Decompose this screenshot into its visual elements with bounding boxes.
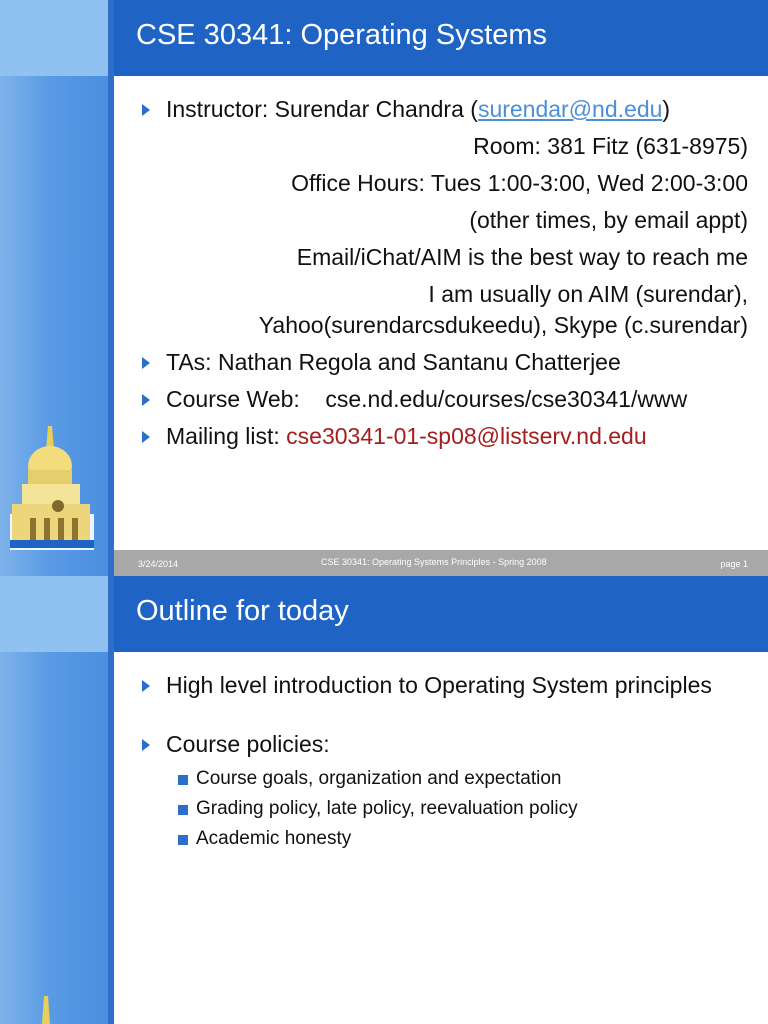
policies-bullet (138, 729, 748, 760)
footer-course: CSE 30341: Operating Systems Principles - Spring 2008 (321, 557, 547, 567)
left-decorative-band (0, 0, 108, 576)
golden-dome-logo-icon (10, 426, 94, 554)
instructor-label: Instructor: Surendar Chandra ( (166, 96, 478, 122)
office-hours-line: Office Hours: Tues 1:00-3:00, Wed 2:00-3:00 (291, 170, 748, 196)
yahoo-skype-line: Yahoo(surendarcsdukeedu), Skype (c.surendar) (258, 312, 748, 338)
sub-bullet-goals (138, 766, 748, 792)
title-bar (114, 0, 768, 76)
room-line: Room: 381 Fitz (631-8975) (473, 133, 748, 159)
footer-date: 3/24/2014 (138, 559, 179, 569)
triangle-bullet-icon (142, 104, 150, 116)
intro-bullet (138, 670, 748, 701)
contact-method-line: Email/iChat/AIM is the best way to reach me (296, 244, 748, 270)
sub-bullet-grading (138, 796, 748, 822)
sub-bullet-text: Course goals, organization and expectation (196, 768, 562, 789)
tas-bullet (138, 347, 748, 378)
mailing-list-label: Mailing list: (166, 423, 287, 449)
band-rule (108, 0, 114, 576)
slide-2 (0, 576, 768, 1024)
dome-spire-icon (36, 996, 56, 1024)
instructor-email-link[interactable]: surendar@nd.edu (477, 96, 663, 122)
left-decorative-band (0, 576, 108, 1024)
course-web-bullet (138, 384, 748, 415)
slide-2-content (138, 670, 748, 856)
slide-footer (114, 550, 768, 576)
sub-bullet-text: Academic honesty (196, 828, 352, 849)
sub-bullet-honesty (138, 826, 748, 852)
aim-line: I am usually on AIM (surendar), (428, 281, 748, 307)
triangle-bullet-icon (142, 739, 150, 751)
triangle-bullet-icon (142, 357, 150, 369)
instructor-suffix: ) (662, 96, 671, 122)
tas-text: TAs: Nathan Regola and Santanu Chatterjee (166, 349, 621, 375)
band-top-block (0, 576, 108, 652)
triangle-bullet-icon (142, 394, 150, 406)
slide-title: CSE 30341: Operating Systems (136, 19, 548, 51)
intro-text: High level introduction to Operating System principles (166, 672, 712, 698)
other-times-line: (other times, by email appt) (469, 207, 748, 233)
policies-text: Course policies: (166, 731, 330, 757)
course-web-text: Course Web: cse.nd.edu/courses/cse30341/www (166, 386, 688, 412)
title-bar (114, 576, 768, 652)
mailing-list-address: cse30341-01-sp08@listserv.nd.edu (286, 423, 647, 449)
slide-title: Outline for today (136, 595, 349, 627)
mailing-list-bullet (138, 421, 748, 452)
triangle-bullet-icon (142, 431, 150, 443)
band-top-block (0, 0, 108, 76)
triangle-bullet-icon (142, 680, 150, 692)
footer-page-number: page 1 (720, 559, 748, 569)
square-bullet-icon (178, 835, 188, 845)
sub-bullet-text: Grading policy, late policy, reevaluation policy (196, 798, 578, 819)
slide-1-content (138, 94, 748, 458)
square-bullet-icon (178, 805, 188, 815)
instructor-bullet (138, 94, 748, 125)
square-bullet-icon (178, 775, 188, 785)
